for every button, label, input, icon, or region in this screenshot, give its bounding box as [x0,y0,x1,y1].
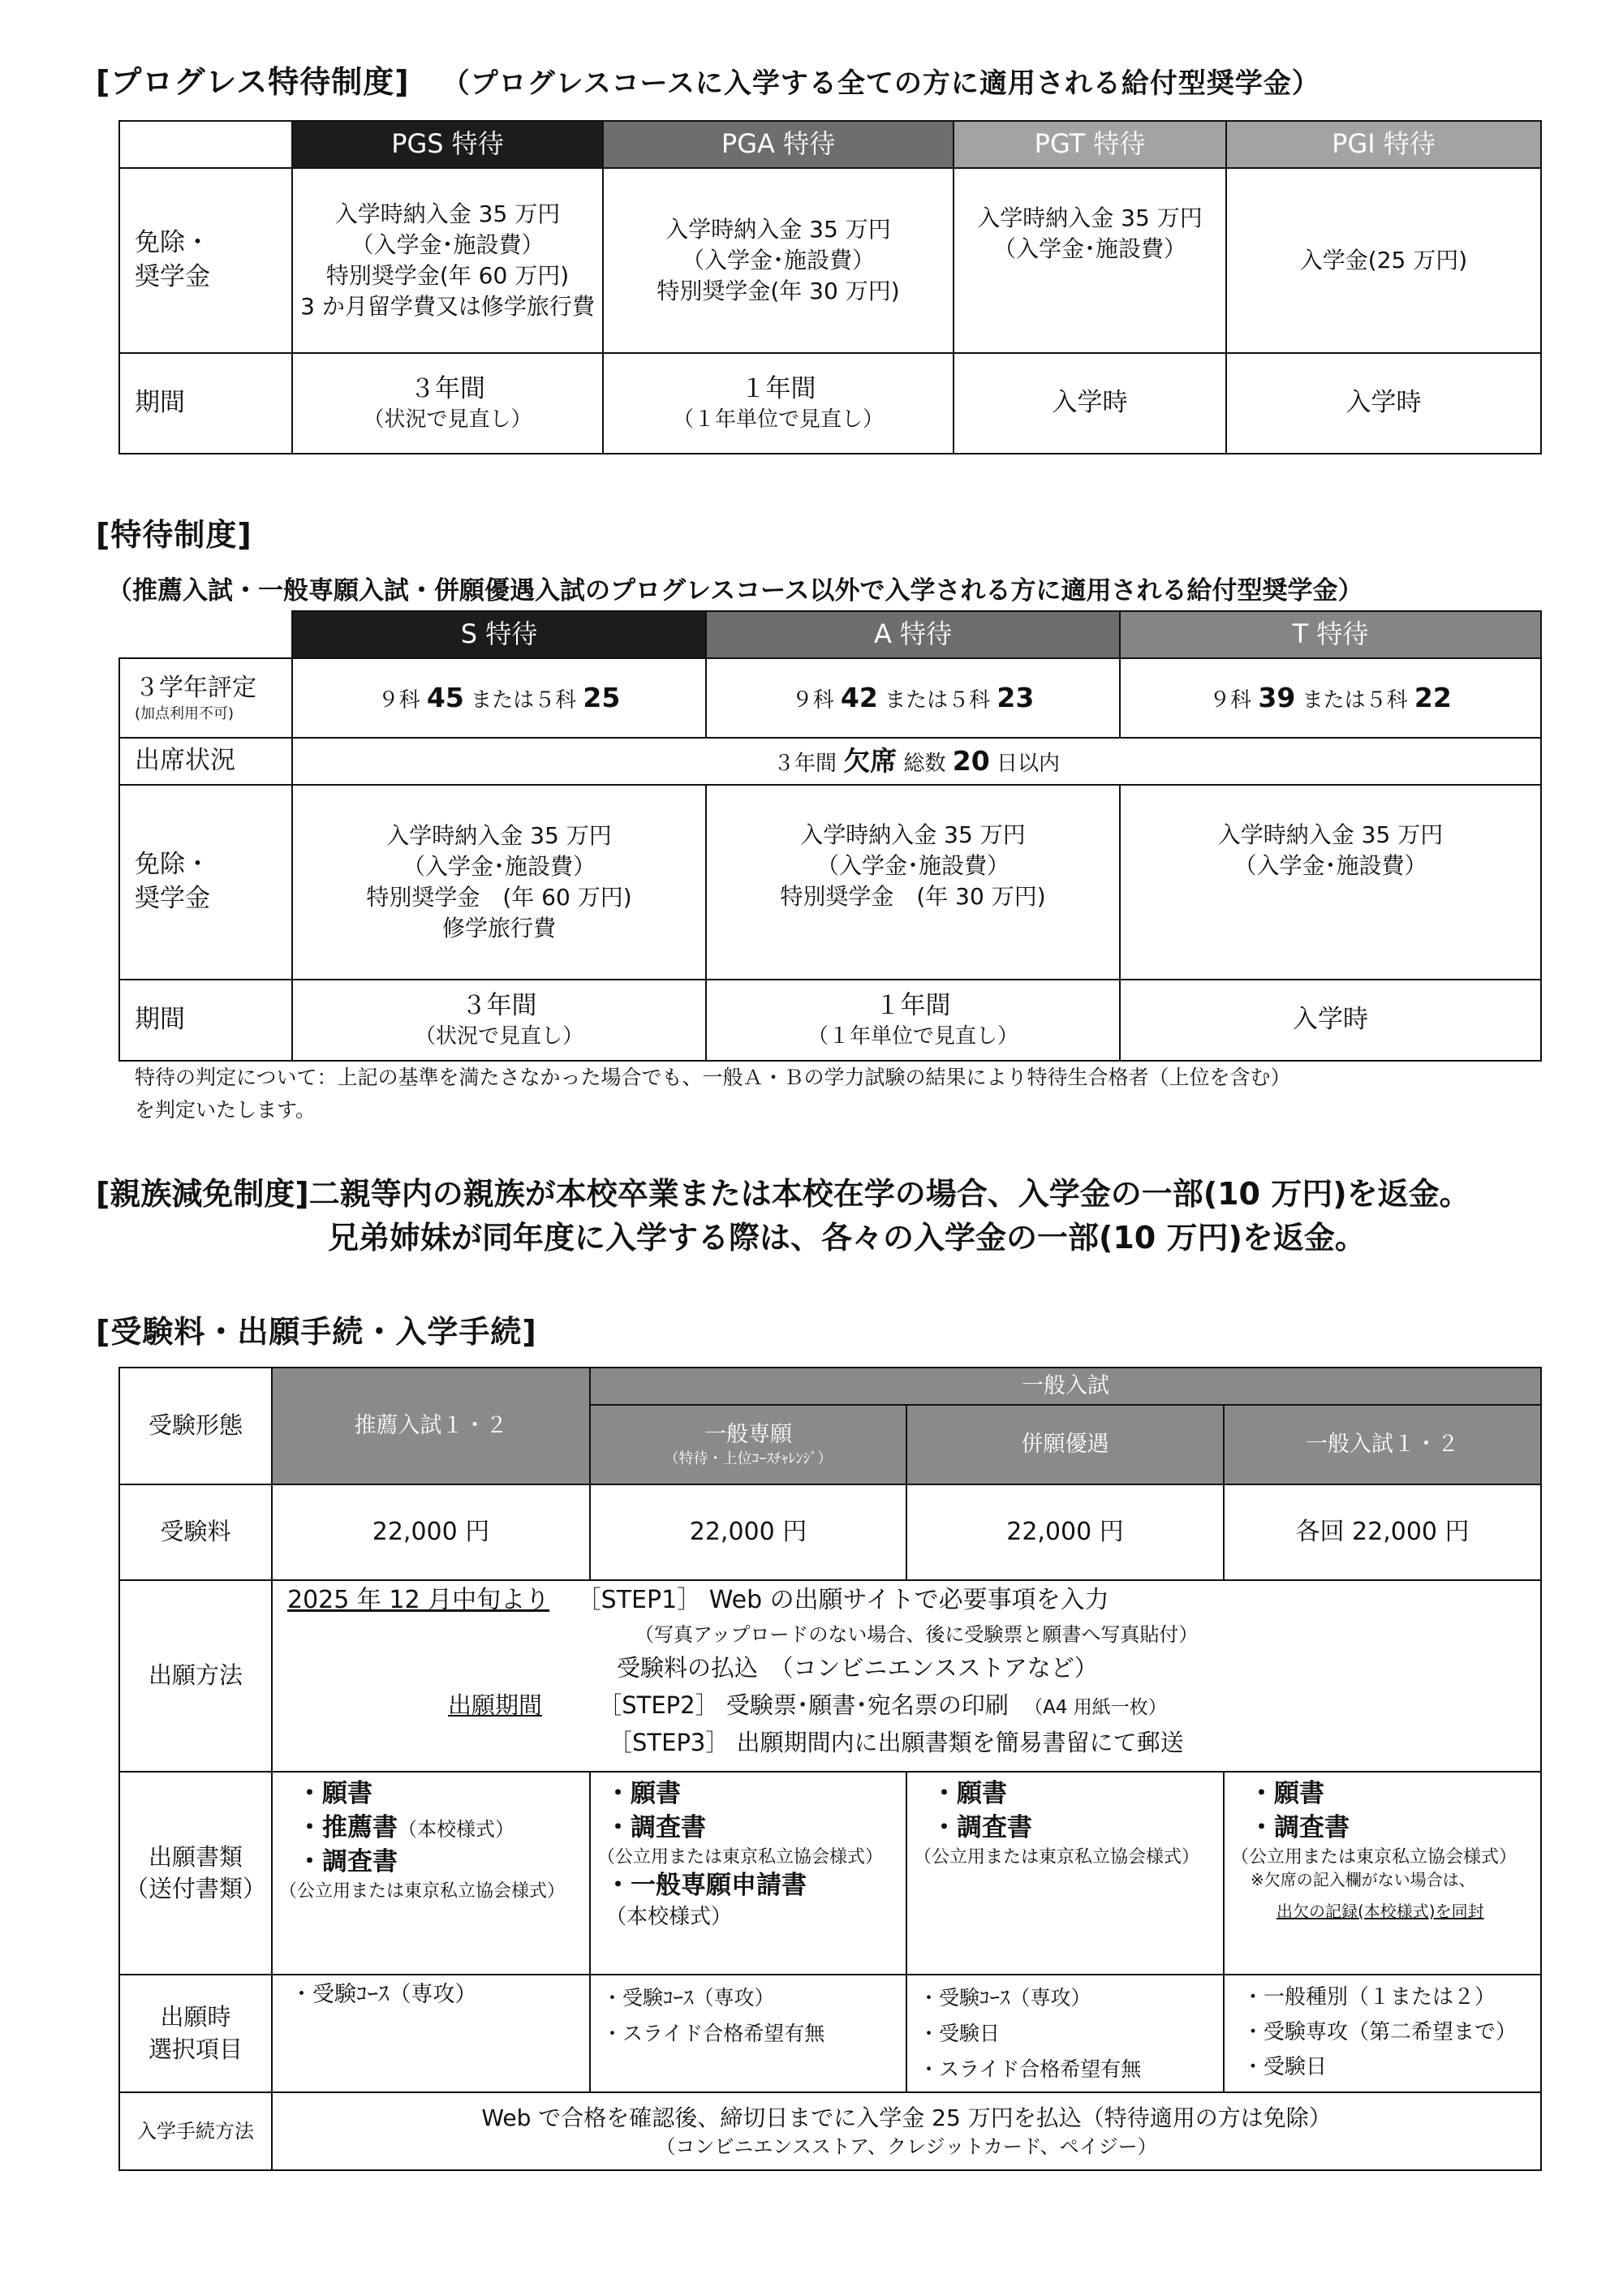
tokutai-subtitle: （推薦入試・一般専願入試・併願優遇入試のプログレスコース以外で入学される方に適用される給付型奨学金） [107,576,1363,605]
progress-table [118,120,1542,454]
apply-step3: ［STEP3］ 出願期間内に出願書類を簡易書留にて郵送 [609,1729,1184,1756]
pgs-exemption [292,168,603,353]
doc-item: ・願書 [297,1779,372,1808]
doc-note: （公立用または東京私立協会様式） [914,1846,1200,1867]
heigan-header: 併願優遇 [906,1405,1224,1484]
pgi-header: PGI 特待 [1226,121,1541,168]
select-item: ・受験日 [1242,2054,1328,2079]
attendance-days: 20 [952,744,990,777]
tokutai-table [118,610,1542,1062]
grade-mid: または５科 [1302,687,1408,713]
apply-label: 出願方法 [119,1580,272,1772]
grade-5: 22 [1414,681,1452,713]
apply-row1 [287,1584,1109,1618]
doc-note: （公立用または東京私立協会様式） [279,1880,566,1902]
docs-ippan [1224,1772,1541,1975]
label-line: 出願書類 [148,1842,243,1871]
grade-pre: ９科 [791,687,834,713]
attendance-value [292,738,1541,785]
select-sengan [590,1975,906,2092]
progress-subtitle: （プログレスコースに入学する全ての方に適用される給付型奨学金） [441,67,1320,100]
attendance-mid: 総数 [903,751,946,776]
a-period [706,980,1120,1061]
pgs-header: PGS 特待 [292,121,603,168]
exemption-line: （入学金･施設費） [351,231,545,259]
label-line: 免除・ [135,850,210,880]
t-grade [1120,658,1541,738]
progress-section-title [96,57,1320,101]
docs-sengan [590,1772,906,1975]
ippan12-header: 一般入試１・２ [1224,1405,1541,1484]
t-header: T 特待 [1120,611,1541,658]
fee-sengan: 22,000 円 [590,1484,906,1580]
exemption-line: 特別奨学金 (年 60 万円) [366,884,632,911]
exemption-line: 特別奨学金 (年 30 万円) [780,882,1046,910]
select-item: ・受験日 [919,2021,1001,2045]
t-exemption [1120,785,1541,980]
select-ippan [1224,1975,1541,2092]
a-exemption [706,785,1120,980]
procedure-title: [受験料・出願手続・入学手続] [96,1314,537,1350]
kinship-line2: 兄弟姉妹が同年度に入学する際は、各々の入学金の一部(10 万円)を返金。 [328,1220,1366,1256]
a-grade [706,658,1120,738]
fee-ippan: 各回 22,000 円 [1224,1484,1541,1580]
pgt-header: PGT 特待 [954,121,1226,168]
doc-note: （公立用または東京私立協会様式） [1231,1846,1518,1867]
grade-5: 25 [583,681,621,713]
select-item: ・一般種別（１または２） [1242,1985,1496,2010]
doc-note: （本校様式） [605,1905,733,1930]
select-heigan [906,1975,1224,2092]
admission-line: Web で合格を確認後、締切日までに入学金 25 万円を払込（特待適用の方は免除） [481,2104,1332,2132]
sengan-header [590,1405,906,1484]
period-note: （状況で見直し） [414,1024,583,1049]
grade-label-note: (加点利用不可) [135,705,235,723]
doc-item: ・願書 [932,1779,1007,1808]
pgi-exemption [1226,168,1541,353]
suisen-header: 推薦入試１・２ [272,1368,590,1484]
doc-note: ※欠席の記入欄がない場合は、 [1251,1870,1475,1890]
doc-item: ・調査書 [605,1812,706,1842]
exemption-line: 特別奨学金(年 30 万円) [657,277,900,304]
tokutai-title: [特待制度] [96,517,252,553]
grade-5: 23 [997,681,1035,713]
pga-exemption [603,168,954,353]
progress-corner [119,121,292,168]
label-line: 免除・ [135,228,210,258]
doc-item: ・願書 [1249,1779,1324,1808]
select-item: ・受験専攻（第二希望まで） [1242,2019,1518,2044]
kinship-line1 [96,1169,1470,1213]
ippan-header: 一般入試 [590,1368,1541,1405]
exemption-line: 修学旅行費 [441,914,556,941]
doc-item: ・調査書 [297,1846,398,1876]
label-line: 奨学金 [135,884,210,913]
docs-suisen [272,1772,590,1975]
tokutai-corner [119,611,292,658]
select-item: ・受験ｺｰｽ（専攻） [291,1982,477,2007]
apply-pay: 受験料の払込 （コンビニエンスストアなど） [617,1654,1098,1682]
apply-step1: ［STEP1］ Web の出願サイトで必要事項を入力 [576,1586,1109,1614]
procedure-table [118,1367,1542,2171]
grade-9: 39 [1258,681,1296,713]
apply-start: 2025 年 12 月中旬より [287,1586,550,1614]
exemption-line: 入学時納入金 35 万円 [386,822,612,850]
progress-title: [プログレス特待制度] [96,64,410,100]
apply-step2-note: （A4 用紙一枚） [1024,1697,1167,1718]
docs-heigan [906,1772,1224,1975]
note-line: 特待の判定について：上記の基準を満たさなかった場合でも、一般Ａ・Ｂの学力試験の結果により特待生合格者（上位を含む） [135,1066,1291,1089]
doc-note: （本校様式） [398,1817,514,1841]
pga-period [603,353,954,454]
select-label [119,1975,272,2092]
admission-line: （コンビニエンスストア、クレジットカード、ペイジー） [656,2134,1157,2158]
progress-exemption-label [119,168,292,353]
apply-method [272,1580,1541,1772]
kinship-text1: 二親等内の親族が本校卒業または本校在学の場合、入学金の一部(10 万円)を返金。 [308,1176,1470,1212]
period-note: （状況で見直し） [363,407,532,433]
exemption-line: 特別奨学金(年 60 万円) [325,262,570,289]
grade-pre: ９科 [377,687,420,713]
admission-label: 入学手続方法 [119,2092,272,2170]
grade-9: 45 [426,681,464,713]
a-header: A 特待 [706,611,1120,658]
docs-label [119,1772,272,1975]
sengan-header-sub: （特待・上位ｺｰｽﾁｬﾚﾝｼﾞ） [664,1450,833,1468]
period-main: １年間 [875,990,951,1020]
tokutai-exemption-label [119,785,292,980]
s-period [292,980,706,1061]
grade-mid: または５科 [471,687,577,713]
fee-suisen: 22,000 円 [272,1484,590,1580]
doc-note: 出欠の記録(本校様式)を同封 [1276,1902,1484,1922]
select-item: ・スライド合格希望有無 [919,2057,1142,2081]
grade-pre: ９科 [1209,687,1252,713]
attendance-pre: ３年間 [773,751,837,776]
pgt-period: 入学時 [954,353,1226,454]
exemption-line: 入学時納入金 35 万円 [1217,821,1444,848]
select-item: ・受験ｺｰｽ（専攻） [602,1986,775,2010]
progress-period-label: 期間 [119,353,292,454]
exam-type-label: 受験形態 [119,1368,272,1484]
exemption-line: （入学金･施設費） [816,851,1010,879]
attendance-label: 出席状況 [119,738,292,785]
s-header: S 特待 [292,611,706,658]
exemption-line: （入学金･施設費） [402,853,596,881]
pgi-period: 入学時 [1226,353,1541,454]
exemption-line: 入学時納入金 35 万円 [977,205,1203,231]
s-grade [292,658,706,738]
period-note: （１年単位で見直し） [672,407,884,433]
grade-label-text: ３学年評定 [135,673,256,702]
tokutai-note [135,1062,1547,1126]
label-line: 奨学金 [135,262,210,291]
label-line: 出願時 [160,2003,231,2031]
doc-item: ・推薦書 [297,1812,398,1842]
label-line: 選択項目 [148,2035,243,2063]
select-suisen [272,1975,590,2092]
select-item: ・受験ｺｰｽ（専攻） [919,1986,1091,2010]
s-exemption [292,785,706,980]
exemption-line: （入学金･施設費） [992,235,1186,262]
doc-item: ・調査書 [1249,1812,1350,1842]
tokutai-period-label: 期間 [119,980,292,1061]
attendance-post: 日以内 [997,751,1061,776]
grade-9: 42 [840,681,878,713]
pga-header: PGA 特待 [603,121,954,168]
sengan-header-text: 一般専願 [704,1421,792,1447]
grade-label [119,658,292,738]
doc-item: ・一般専願申請書 [605,1871,807,1901]
apply-step1-note: （写真アップロードのない場合、後に受験票と願書へ写真貼付） [635,1623,1199,1646]
doc-item: ・調査書 [932,1812,1032,1842]
admission-method [272,2092,1541,2170]
apply-row3 [448,1690,1167,1721]
grade-mid: または５科 [885,687,991,713]
pgs-period [292,353,603,454]
period-main: １年間 [740,373,816,403]
fee-heigan: 22,000 円 [906,1484,1224,1580]
exemption-line: 3 か月留学費又は修学旅行費 [300,292,595,320]
exemption-line: 入学時納入金 35 万円 [800,821,1026,848]
exemption-line: 入学時納入金 35 万円 [665,216,891,243]
exemption-line: （入学金･施設費） [1233,851,1427,879]
label-line: （送付書類） [124,1875,266,1902]
t-period: 入学時 [1120,980,1541,1061]
exemption-line: （入学金･施設費） [681,247,875,274]
select-item: ・スライド合格希望有無 [602,2021,825,2045]
period-main: ３年間 [461,990,537,1020]
doc-note: （公立用または東京私立協会様式） [597,1846,884,1867]
apply-step2: ［STEP2］ 受験票･願書･宛名票の印刷 [598,1691,1009,1719]
period-note: （１年単位で見直し） [807,1024,1018,1049]
attendance-absence: 欠席 [843,744,898,777]
kinship-title: [親族減免制度] [96,1176,309,1212]
note-line: を判定いたします。 [135,1098,316,1122]
exemption-line: 入学時納入金 35 万円 [334,200,561,228]
fee-label: 受験料 [119,1484,272,1580]
period-main: ３年間 [410,373,485,403]
exemption-line: 入学金(25 万円) [1299,247,1468,274]
doc-item: ・願書 [605,1779,681,1808]
pgt-exemption [954,168,1226,353]
apply-period: 出願期間 [448,1691,543,1719]
